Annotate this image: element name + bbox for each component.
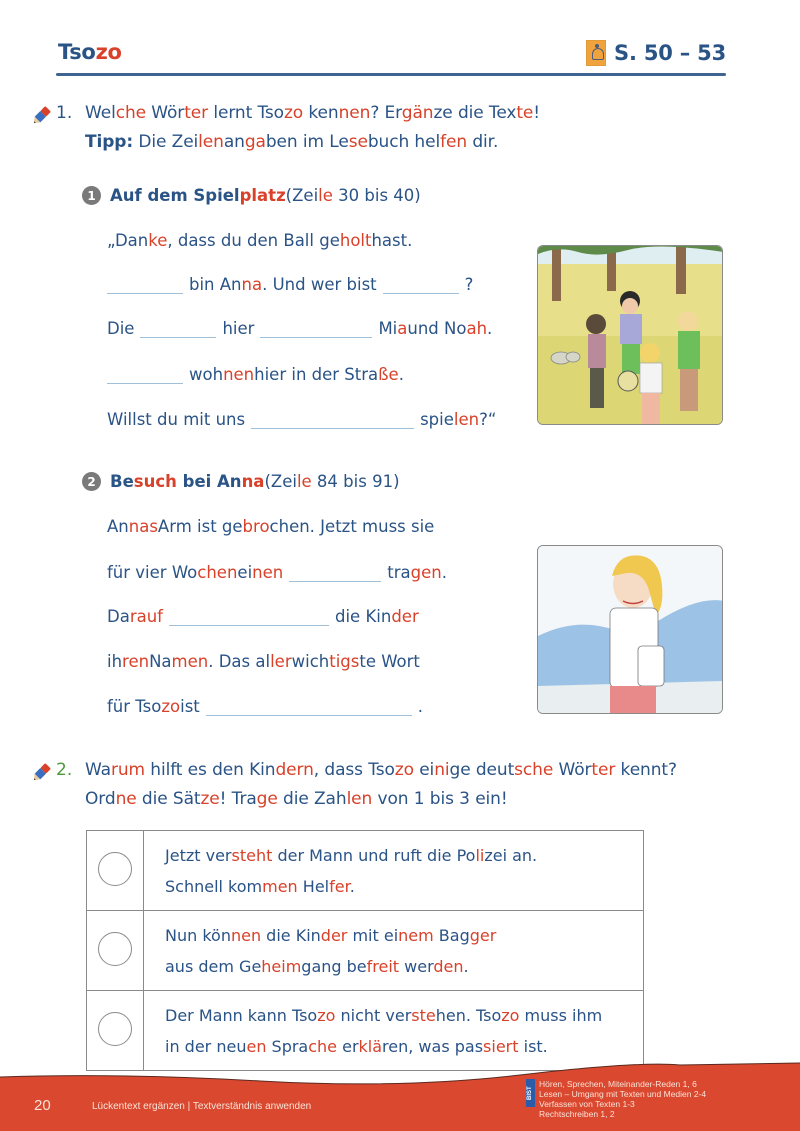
syllable-text: ter [591,760,616,780]
syllable-text: Die [107,319,135,338]
syllable-text: kennt? [615,760,677,780]
curriculum-standards [539,1079,706,1119]
syllable-text: zo [501,1006,520,1025]
syllable-text: die Sät [136,789,201,809]
reading-book-icon [586,40,606,66]
syllable-text: zo [283,103,304,123]
syllable-text: Wör [145,103,185,123]
syllable-text: nas [128,517,158,536]
syllable-text: rauf [129,607,163,626]
syllable-text: ei [237,563,253,582]
syllable-text: gang be [301,957,367,976]
syllable-text: den [433,957,464,976]
syllable-text: Tso [58,40,96,64]
task-2-instruction [85,789,508,809]
syllable-text: Wa [85,760,111,780]
syllable-text: che [115,103,146,123]
task-1-tip [85,132,498,152]
syllable-text: en [246,1037,267,1056]
sentence-line [165,920,643,951]
syllable-text: ze die Tex [433,103,517,123]
syllable-text: se [348,132,368,152]
cloze-line [107,563,447,582]
syllable-text: ren, was pas [382,1037,484,1056]
syllable-text: der Mann und ruft die Po [272,846,476,865]
standard-item: Lesen – Umgang mit Texten und Medien 2-4 [539,1089,707,1099]
syllable-text: aus dem Ge [165,957,262,976]
syllable-text: ter [184,103,209,123]
syllable-text: Spra [266,1037,309,1056]
syllable-text: dir. [467,132,499,152]
syllable-text: te [516,103,534,123]
sentence-cell [144,911,644,991]
fill-in-blank[interactable] [206,698,412,716]
syllable-text: holt [339,231,372,250]
syllable-text: und No [407,319,467,338]
syllable-text: die Kin [261,926,321,945]
syllable-text: . Und wer bist [262,275,377,294]
task-number: 1. [56,103,73,123]
syllable-text: an [223,132,245,152]
header-divider [56,73,726,76]
sentence-line [165,840,643,871]
line-reference [286,186,421,205]
syllable-text: muss ihm [519,1006,603,1025]
syllable-text: ger [469,926,497,945]
syllable-text: ah [466,319,488,338]
syllable-text: ga [244,132,266,152]
syllable-text: fen [440,132,468,152]
syllable-text: mit ei [347,926,399,945]
syllable-text: . [463,957,469,976]
syllable-text: (Zei [264,472,297,491]
syllable-text: ?“ [479,410,497,429]
anna-illustration [537,545,723,714]
page-range: S. 50 – 53 [614,41,726,65]
syllable-text: woh [189,365,224,384]
syllable-text: len [198,132,224,152]
syllable-text: Na [149,652,172,671]
cloze-line [107,517,434,536]
syllable-text: gen [410,563,442,582]
cloze-line [107,275,473,294]
syllable-text: klä [358,1037,383,1056]
syllable-text: zo [394,760,414,780]
sentence-line [165,1000,643,1031]
cloze-line [107,231,412,250]
syllable-text: li [475,846,485,865]
syllable-text: ih [107,652,123,671]
syllable-text: te Wort [359,652,420,671]
answer-cell [87,911,144,991]
syllable-text: chen. Jetzt muss sie [269,517,435,536]
order-number-input[interactable] [98,932,132,966]
syllable-text: lernt Tso [208,103,284,123]
syllable-text: men [171,652,209,671]
cloze-line [107,652,420,671]
syllable-text: fer [329,877,350,896]
syllable-text: ze [200,789,220,809]
syllable-text: der [320,926,348,945]
tip-label: Tipp: [85,132,134,152]
syllable-text: wich [291,652,330,671]
syllable-text: hier [222,319,255,338]
playground-illustration [537,245,723,425]
section-title [110,472,264,491]
syllable-text: len [346,789,373,809]
syllable-text: ler [270,652,292,671]
syllable-text: ist [180,697,200,716]
syllable-text: ? Er [370,103,402,123]
syllable-text: a [397,319,408,338]
sentence-cell [144,831,644,911]
sentence-line [165,871,643,902]
syllable-text: Auf dem Spiel [110,186,240,205]
syllable-text: bin An [189,275,242,294]
syllable-text: ße [378,365,399,384]
fill-in-blank[interactable] [107,276,183,294]
cloze-line [107,365,404,384]
table-row [87,911,644,991]
sentence-line [165,951,643,982]
syllable-text: che [308,1037,338,1056]
page-footer [0,1055,800,1131]
syllable-text: 84 bis 91) [311,472,400,491]
sentence-order-table [86,830,644,1071]
syllable-text: na [241,472,265,491]
syllable-text: zo [161,697,181,716]
syllable-text: platz [239,186,286,205]
bist-badge: BIST [526,1079,535,1107]
syllable-text: 30 bis 40) [332,186,421,205]
syllable-text: Nun kön [165,926,231,945]
answer-cell [87,831,144,911]
task-number: 2. [56,760,73,780]
syllable-text: ken [303,103,339,123]
syllable-text: Wör [553,760,592,780]
syllable-text: Mi [378,319,398,338]
syllable-text: Wel [85,103,116,123]
syllable-text: na [241,275,263,294]
syllable-text: ni [434,760,450,780]
syllable-text: die Kin [335,607,392,626]
syllable-text: bro [242,517,270,536]
syllable-text: die Zah [277,789,347,809]
syllable-text: chen [197,563,238,582]
syllable-text: gän [401,103,434,123]
syllable-text: siert [483,1037,519,1056]
tip-text [133,132,498,152]
footer-topic: Lückentext ergänzen | Textverständnis anwenden [92,1101,312,1112]
syllable-text: (Zei [285,186,319,205]
syllable-text: ben im Le [265,132,349,152]
syllable-text: für vier Wo [107,563,198,582]
syllable-text: tra [387,563,411,582]
syllable-text: für Tso [107,697,162,716]
syllable-text: freit [366,957,400,976]
syllable-text: ! [533,103,541,123]
syllable-text: Da [107,607,130,626]
syllable-text: ren [122,652,150,671]
syllable-text: rum [110,760,145,780]
cloze-line [107,410,496,429]
syllable-text: nen [223,365,255,384]
syllable-text: sche [514,760,554,780]
standard-item: Hören, Sprechen, Miteinander-Reden 1, 6 [539,1079,697,1089]
syllable-text: Jetzt ver [165,846,232,865]
order-number-input[interactable] [98,1012,132,1046]
pencil-icon [30,762,52,784]
syllable-text: . [398,365,404,384]
cloze-line [107,607,419,626]
syllable-text: nicht ver [335,1006,412,1025]
syllable-text: ei [413,760,435,780]
syllable-text: „Dan [107,231,149,250]
syllable-text: bei An [176,472,242,491]
syllable-text: ge deut [449,760,515,780]
syllable-text: nen [338,103,371,123]
syllable-text: . Das al [208,652,271,671]
syllable-text: hier in der Stra [254,365,379,384]
syllable-text: von 1 bis 3 ein! [372,789,508,809]
syllable-text: nen [252,563,284,582]
syllable-text: Be [110,472,134,491]
fill-in-blank[interactable] [169,608,329,626]
syllable-text: ist. [518,1037,548,1056]
syllable-text: hilft es den Kin [144,760,276,780]
syllable-text: , dass Tso [313,760,395,780]
syllable-text: spie [420,410,454,429]
syllable-text: Der Mann kann Tso [165,1006,318,1025]
line-reference [264,472,399,491]
page-header [58,38,726,78]
syllable-text: such [133,472,177,491]
cloze-line [107,697,423,716]
syllable-text: buch hel [367,132,441,152]
syllable-text: Arm ist ge [157,517,243,536]
syllable-text: in der neu [165,1037,247,1056]
syllable-text: ste [411,1006,436,1025]
section-number-badge: 2 [82,472,101,491]
syllable-text: steht [231,846,273,865]
standard-item: Rechtschreiben 1, 2 [539,1109,615,1119]
fill-in-blank[interactable] [383,276,459,294]
syllable-text: ? [464,275,474,294]
syllable-text: . [417,697,424,716]
section-number-badge: 1 [82,186,101,205]
syllable-text: der [391,607,419,626]
syllable-text: . [487,319,493,338]
syllable-text: zei an. [484,846,538,865]
section-1-heading [82,186,421,205]
syllable-text: . [441,563,447,582]
syllable-text: An [107,517,129,536]
fill-in-blank[interactable] [260,320,372,338]
syllable-text: zo [95,40,122,64]
fill-in-blank[interactable] [140,320,216,338]
syllable-text: men [262,877,298,896]
syllable-text: , dass du den Ball ge [167,231,340,250]
syllable-text: le [318,186,333,205]
syllable-text: tigs [329,652,360,671]
syllable-text: ge [256,789,278,809]
section-title [110,186,286,205]
syllable-text: nen [230,926,262,945]
syllable-text: ne [115,789,137,809]
syllable-text: hen. Tso [435,1006,502,1025]
syllable-text: Willst du mit uns [107,410,246,429]
syllable-text: heim [261,957,302,976]
table-row [87,831,644,911]
page-reference [586,40,726,66]
pencil-icon [30,105,52,127]
fill-in-blank[interactable] [251,411,414,429]
syllable-text: Die Zei [133,132,199,152]
syllable-text: Bag [433,926,470,945]
page-number: 20 [34,1097,51,1114]
task-1-instruction [85,103,540,123]
syllable-text: le [296,472,312,491]
syllable-text: ! Tra [219,789,257,809]
syllable-text: nem [398,926,434,945]
section-2-heading [82,472,400,491]
syllable-text: er [337,1037,359,1056]
syllable-text: dern [275,760,314,780]
task-2-question [85,760,677,780]
syllable-text: zo [317,1006,336,1025]
cloze-line [107,319,492,338]
fill-in-blank[interactable] [107,366,183,384]
standard-item: Verfassen von Texten 1-3 [539,1099,635,1109]
syllable-text: Schnell kom [165,877,263,896]
syllable-text: wer [399,957,434,976]
syllable-text: hast. [371,231,413,250]
syllable-text: Hel [297,877,330,896]
syllable-text: ke [148,231,168,250]
syllable-text: . [349,877,355,896]
chapter-title [58,40,122,64]
syllable-text: Ord [85,789,116,809]
fill-in-blank[interactable] [289,564,381,582]
syllable-text: len [453,410,480,429]
order-number-input[interactable] [98,852,132,886]
